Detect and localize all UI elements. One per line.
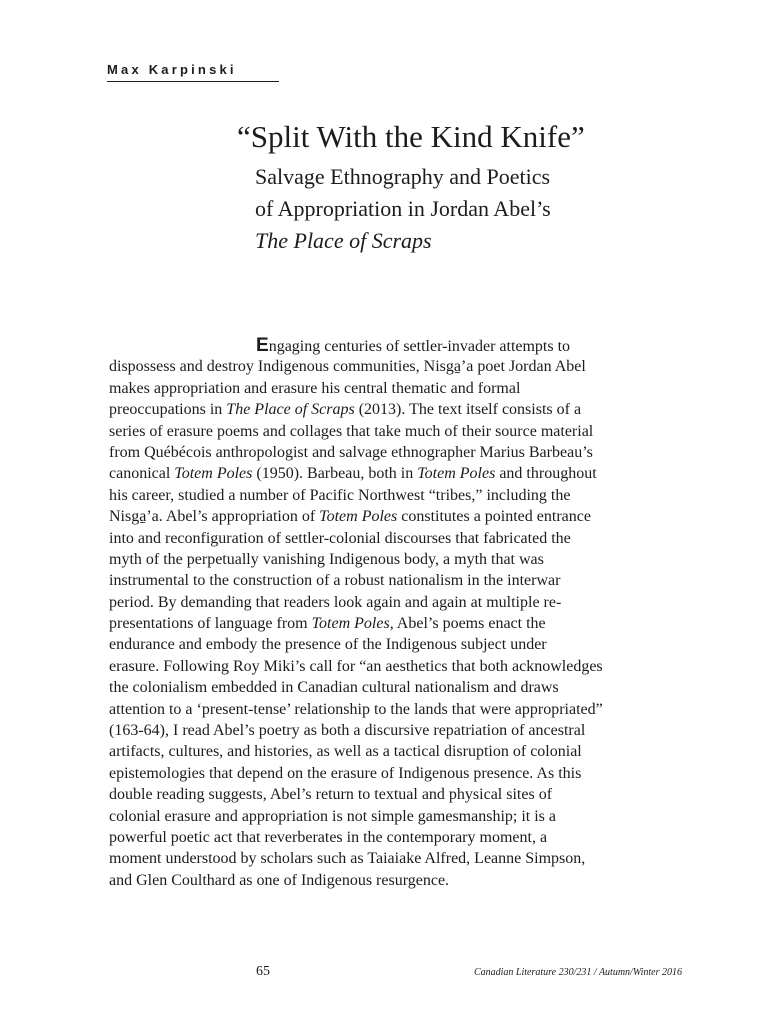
body-text-run: makes appropriation and erasure his central thematic and formal (109, 379, 521, 397)
body-text-run: Nisga̱’a. Abel’s appropriation of (109, 508, 320, 526)
body-line (109, 463, 689, 484)
journal-citation: Canadian Literature 230/231 / Autumn/Winter 2016 (473, 967, 682, 978)
drop-cap: E (256, 335, 269, 356)
body-line (109, 699, 689, 720)
body-line (109, 592, 689, 613)
body-line (109, 335, 689, 356)
book-title-italic: Totem Poles (417, 465, 496, 483)
author-name: Max Karpinski (107, 62, 279, 82)
body-text-run: preoccupations in (109, 401, 227, 419)
body-text-run: his career, studied a number of Pacific Northwest “tribes,” including the (109, 486, 571, 504)
body-text-run: instrumental to the construction of a robust nationalism in the interwar (109, 572, 561, 590)
body-text-run: and throughout (495, 465, 597, 483)
body-text-run: epistemologies that depend on the erasure of Indigenous presence. As this (109, 764, 582, 782)
body-text-run: (2013). The text itself consists of a (354, 401, 582, 419)
body-text-run: erasure. Following Roy Miki’s call for “an aesthetics that both acknowledges (109, 657, 603, 675)
body-line (109, 421, 689, 442)
body-line (109, 399, 689, 420)
article-subtitle (255, 161, 551, 257)
body-line (109, 634, 689, 655)
body-line (109, 656, 689, 677)
page-number: 65 (256, 964, 270, 979)
article-title: “Split With the Kind Knife” (237, 119, 585, 154)
body-text-run: powerful poetic act that reverberates in the contemporary moment, a (109, 828, 548, 846)
body-line (109, 549, 689, 570)
body-text-run: endurance and embody the presence of the Indigenous subject under (109, 636, 547, 654)
body-line (109, 613, 689, 634)
body-text-run: dispossess and destroy Indigenous communities, Nisga̱’a poet Jordan Abel (109, 358, 586, 376)
body-text-run: (1950). Barbeau, both in (252, 465, 418, 483)
body-line (109, 741, 689, 762)
body-text-run: double reading suggests, Abel’s return to textual and physical sites of (109, 786, 553, 804)
body-line (109, 356, 689, 377)
article-body (109, 335, 689, 891)
body-line (109, 720, 689, 741)
body-line (109, 870, 689, 891)
book-title-italic: The Place of Scraps (226, 401, 355, 419)
body-text-run: artifacts, cultures, and histories, as well as a tactical disruption of colonial (109, 743, 582, 761)
body-line (109, 506, 689, 527)
subtitle-book-title: The Place of Scraps (255, 228, 432, 253)
body-line (109, 763, 689, 784)
body-text-run: myth of the perpetually vanishing Indigenous body, a myth that was (109, 550, 544, 568)
body-text-run: from Québécois anthropologist and salvage ethnographer Marius Barbeau’s (109, 443, 593, 461)
subtitle-line: Salvage Ethnography and Poetics (255, 164, 551, 189)
book-title-italic: Totem Poles (319, 508, 398, 526)
subtitle-line: of Appropriation in Jordan Abel’s (255, 196, 551, 221)
body-text-run: into and reconfiguration of settler-colonial discourses that fabricated the (109, 529, 571, 547)
book-title-italic: Totem Poles (174, 465, 253, 483)
book-title-italic: Totem Poles (311, 615, 390, 633)
body-text-run: , Abel’s poems enact the (389, 615, 546, 633)
body-text-run: the colonialism embedded in Canadian cultural nationalism and draws (109, 679, 559, 697)
body-line (109, 528, 689, 549)
body-line (109, 485, 689, 506)
body-line (109, 378, 689, 399)
body-text-run: constitutes a pointed entrance (397, 508, 591, 526)
body-text-run: moment understood by scholars such as Taiaiake Alfred, Leanne Simpson, (109, 850, 586, 868)
body-line (109, 677, 689, 698)
body-text-run: ngaging centuries of settler-invader attempts to (268, 338, 571, 355)
body-text-run: (163-64), I read Abel’s poetry as both a discursive repatriation of ancestral (109, 722, 586, 740)
body-text-run: attention to a ‘present-tense’ relationship to the lands that were appropriated” (109, 700, 603, 718)
body-text-run: presentations of language from (109, 615, 312, 633)
body-line (109, 784, 689, 805)
body-line (109, 848, 689, 869)
body-line (109, 570, 689, 591)
body-line (109, 827, 689, 848)
body-text-run: and Glen Coulthard as one of Indigenous resurgence. (109, 871, 450, 889)
body-text-run: series of erasure poems and collages that take much of their source material (109, 422, 594, 440)
body-line (109, 442, 689, 463)
body-text-run: canonical (109, 465, 175, 483)
body-line (109, 806, 689, 827)
body-text-run: period. By demanding that readers look again and again at multiple re- (109, 593, 562, 611)
body-text-run: colonial erasure and appropriation is not simple gamesmanship; it is a (109, 807, 557, 825)
